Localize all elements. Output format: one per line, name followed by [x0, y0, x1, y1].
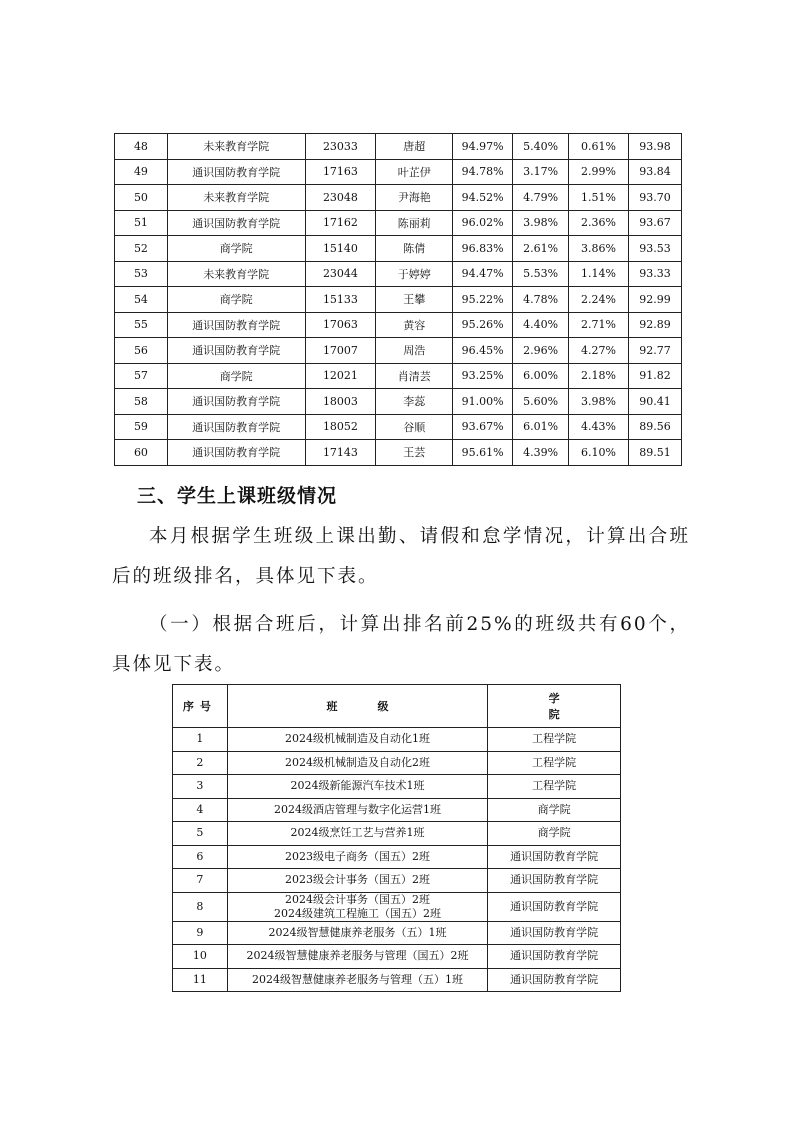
table-cell: 未来教育学院: [167, 134, 305, 160]
table-row: [173, 869, 621, 893]
college-name: 通识国防教育学院: [488, 845, 621, 869]
class-name-cell: [227, 968, 487, 992]
table-cell: 黄容: [376, 312, 453, 338]
table-cell: 通识国防教育学院: [167, 210, 305, 236]
table-cell: 95.22%: [453, 287, 513, 313]
row-number: 6: [173, 845, 228, 869]
table-cell: 95.26%: [453, 312, 513, 338]
class-name-cell: [227, 728, 487, 752]
table-row: [115, 185, 682, 211]
table-cell: 57: [115, 363, 168, 389]
class-name-cell: [227, 775, 487, 799]
class-name: 2024级智慧健康养老服务与管理（国五）2班: [246, 949, 469, 963]
table-cell: 53: [115, 261, 168, 287]
table-row: [115, 287, 682, 313]
table-row: [173, 921, 621, 945]
table-cell: 93.25%: [453, 363, 513, 389]
table-row: [115, 338, 682, 364]
row-number: 5: [173, 822, 228, 846]
table-cell: 通识国防教育学院: [167, 159, 305, 185]
table-row: [173, 798, 621, 822]
class-name: 2024级酒店管理与数字化运营1班: [274, 802, 441, 816]
college-name: 工程学院: [488, 775, 621, 799]
class-name: 2024级会计事务（国五）2班: [285, 892, 430, 906]
table-cell: 3.98%: [569, 389, 629, 415]
header-no: 序号: [173, 685, 228, 728]
table-cell: 通识国防教育学院: [167, 338, 305, 364]
class-name: 2024级机械制造及自动化2班: [285, 755, 430, 769]
table-row: [173, 728, 621, 752]
table-cell: 94.78%: [453, 159, 513, 185]
class-table-header-row: [173, 685, 621, 728]
table-cell: 90.41: [628, 389, 681, 415]
table-row: [173, 945, 621, 969]
table-row: [115, 236, 682, 262]
class-name-cell: [227, 945, 487, 969]
row-number: 11: [173, 968, 228, 992]
class-name: 2024级建筑工程施工（国五）2班: [274, 906, 441, 920]
college-name: 通识国防教育学院: [488, 968, 621, 992]
class-ranking-table: [172, 684, 621, 992]
table-cell: 2.96%: [513, 338, 569, 364]
college-name: 工程学院: [488, 728, 621, 752]
table-cell: 89.51: [628, 440, 681, 466]
table-cell: 17163: [305, 159, 376, 185]
table-cell: 陈丽莉: [376, 210, 453, 236]
table-cell: 89.56: [628, 414, 681, 440]
paragraph-intro: 本月根据学生班级上课出勤、请假和怠学情况，计算出合班后的班级排名，具体见下表。: [112, 526, 690, 587]
table-cell: 56: [115, 338, 168, 364]
row-number: 3: [173, 775, 228, 799]
table-cell: 96.83%: [453, 236, 513, 262]
college-name: 通识国防教育学院: [488, 945, 621, 969]
table-cell: 6.10%: [569, 440, 629, 466]
table-cell: 2.71%: [569, 312, 629, 338]
table-cell: 2.36%: [569, 210, 629, 236]
class-name: 2023级电子商务（国五）2班: [285, 849, 430, 863]
row-number: 2: [173, 751, 228, 775]
row-number: 7: [173, 869, 228, 893]
college-name: 商学院: [488, 798, 621, 822]
table-cell: 52: [115, 236, 168, 262]
table-cell: 3.17%: [513, 159, 569, 185]
table-cell: 4.40%: [513, 312, 569, 338]
table-cell: 55: [115, 312, 168, 338]
row-number: 4: [173, 798, 228, 822]
class-name: 2024级新能源汽车技术1班: [290, 779, 425, 793]
table-cell: 4.78%: [513, 287, 569, 313]
table-cell: 通识国防教育学院: [167, 312, 305, 338]
class-name-cell: [227, 892, 487, 921]
table-row: [115, 210, 682, 236]
table-cell: 50: [115, 185, 168, 211]
table-cell: 6.00%: [513, 363, 569, 389]
table-cell: 93.67%: [453, 414, 513, 440]
table-cell: 15133: [305, 287, 376, 313]
table-cell: 通识国防教育学院: [167, 414, 305, 440]
class-name: 2024级机械制造及自动化1班: [285, 732, 430, 746]
table-cell: 2.99%: [569, 159, 629, 185]
table-cell: 93.53: [628, 236, 681, 262]
table-cell: 12021: [305, 363, 376, 389]
table-cell: 18052: [305, 414, 376, 440]
table-cell: 2.24%: [569, 287, 629, 313]
table-row: [115, 312, 682, 338]
table-row: [115, 389, 682, 415]
table-cell: 23044: [305, 261, 376, 287]
table-cell: 17143: [305, 440, 376, 466]
table-cell: 48: [115, 134, 168, 160]
row-number: 10: [173, 945, 228, 969]
class-name-cell: [227, 869, 487, 893]
table-cell: 4.27%: [569, 338, 629, 364]
table-cell: 2.61%: [513, 236, 569, 262]
table-cell: 王攀: [376, 287, 453, 313]
college-name: 通识国防教育学院: [488, 869, 621, 893]
table-cell: 4.43%: [569, 414, 629, 440]
table-row: [115, 159, 682, 185]
row-number: 8: [173, 892, 228, 921]
table-cell: 15140: [305, 236, 376, 262]
row-number: 1: [173, 728, 228, 752]
table-cell: 96.45%: [453, 338, 513, 364]
table-cell: 94.97%: [453, 134, 513, 160]
table-row: [173, 892, 621, 921]
table-cell: 商学院: [167, 287, 305, 313]
table-cell: 陈倩: [376, 236, 453, 262]
table-cell: 1.14%: [569, 261, 629, 287]
table-row: [115, 261, 682, 287]
table-cell: 92.77: [628, 338, 681, 364]
table-cell: 23033: [305, 134, 376, 160]
class-table-body: [173, 728, 621, 992]
table-cell: 唐超: [376, 134, 453, 160]
table-cell: 肖清芸: [376, 363, 453, 389]
table-cell: 叶芷伊: [376, 159, 453, 185]
class-name-cell: [227, 921, 487, 945]
class-name-cell: [227, 822, 487, 846]
table-cell: 91.82: [628, 363, 681, 389]
class-name: 2024级智慧健康养老服务（五）1班: [268, 925, 447, 939]
table-cell: 王芸: [376, 440, 453, 466]
table-cell: 17063: [305, 312, 376, 338]
table-cell: 商学院: [167, 236, 305, 262]
table-cell: 2.18%: [569, 363, 629, 389]
table-cell: 3.98%: [513, 210, 569, 236]
table-cell: 93.98: [628, 134, 681, 160]
table-cell: 17162: [305, 210, 376, 236]
table-cell: 周浩: [376, 338, 453, 364]
class-name-cell: [227, 751, 487, 775]
section-heading: 三、学生上课班级情况: [137, 485, 338, 507]
table-cell: 4.39%: [513, 440, 569, 466]
table-cell: 93.67: [628, 210, 681, 236]
table-cell: 23048: [305, 185, 376, 211]
table-row: [173, 845, 621, 869]
table-cell: 94.47%: [453, 261, 513, 287]
table-cell: 91.00%: [453, 389, 513, 415]
table-cell: 92.99: [628, 287, 681, 313]
table-cell: 59: [115, 414, 168, 440]
table-row: [173, 775, 621, 799]
table-cell: 96.02%: [453, 210, 513, 236]
college-name: 商学院: [488, 822, 621, 846]
table-cell: 49: [115, 159, 168, 185]
table-cell: 谷顺: [376, 414, 453, 440]
college-name: 工程学院: [488, 751, 621, 775]
table-row: [115, 440, 682, 466]
table-cell: 0.61%: [569, 134, 629, 160]
table-row: [115, 363, 682, 389]
table-cell: 李蕊: [376, 389, 453, 415]
college-name: 通识国防教育学院: [488, 892, 621, 921]
table-cell: 未来教育学院: [167, 185, 305, 211]
table-row: [173, 822, 621, 846]
table-cell: 6.01%: [513, 414, 569, 440]
table-cell: 未来教育学院: [167, 261, 305, 287]
header-college: 学院: [488, 685, 621, 728]
college-name: 通识国防教育学院: [488, 921, 621, 945]
table-cell: 通识国防教育学院: [167, 440, 305, 466]
table-cell: 1.51%: [569, 185, 629, 211]
class-name: 2023级会计事务（国五）2班: [285, 873, 430, 887]
table-cell: 5.60%: [513, 389, 569, 415]
table-cell: 94.52%: [453, 185, 513, 211]
class-name: 2024级烹饪工艺与营养1班: [290, 826, 425, 840]
table-row: [115, 414, 682, 440]
ranking-table: [114, 133, 682, 466]
header-class: 班级: [227, 685, 487, 728]
table-cell: 93.33: [628, 261, 681, 287]
table-cell: 尹海艳: [376, 185, 453, 211]
table-cell: 商学院: [167, 363, 305, 389]
table-cell: 95.61%: [453, 440, 513, 466]
table-row: [173, 968, 621, 992]
table-cell: 5.53%: [513, 261, 569, 287]
table-cell: 5.40%: [513, 134, 569, 160]
table-cell: 60: [115, 440, 168, 466]
table-cell: 18003: [305, 389, 376, 415]
table-cell: 54: [115, 287, 168, 313]
paragraph-top25: （一）根据合班后，计算出排名前25%的班级共有60个，具体见下表。: [112, 614, 690, 675]
table-cell: 于婷婷: [376, 261, 453, 287]
table-cell: 通识国防教育学院: [167, 389, 305, 415]
table-cell: 92.89: [628, 312, 681, 338]
table-cell: 17007: [305, 338, 376, 364]
table-cell: 58: [115, 389, 168, 415]
table-cell: 93.84: [628, 159, 681, 185]
class-name: 2024级智慧健康养老服务与管理（五）1班: [252, 972, 463, 986]
table-cell: 4.79%: [513, 185, 569, 211]
class-name-cell: [227, 798, 487, 822]
table-cell: 51: [115, 210, 168, 236]
row-number: 9: [173, 921, 228, 945]
table-cell: 93.70: [628, 185, 681, 211]
table-row: [173, 751, 621, 775]
table-row: [115, 134, 682, 160]
table-cell: 3.86%: [569, 236, 629, 262]
ranking-table-body: [115, 134, 682, 466]
class-name-cell: [227, 845, 487, 869]
